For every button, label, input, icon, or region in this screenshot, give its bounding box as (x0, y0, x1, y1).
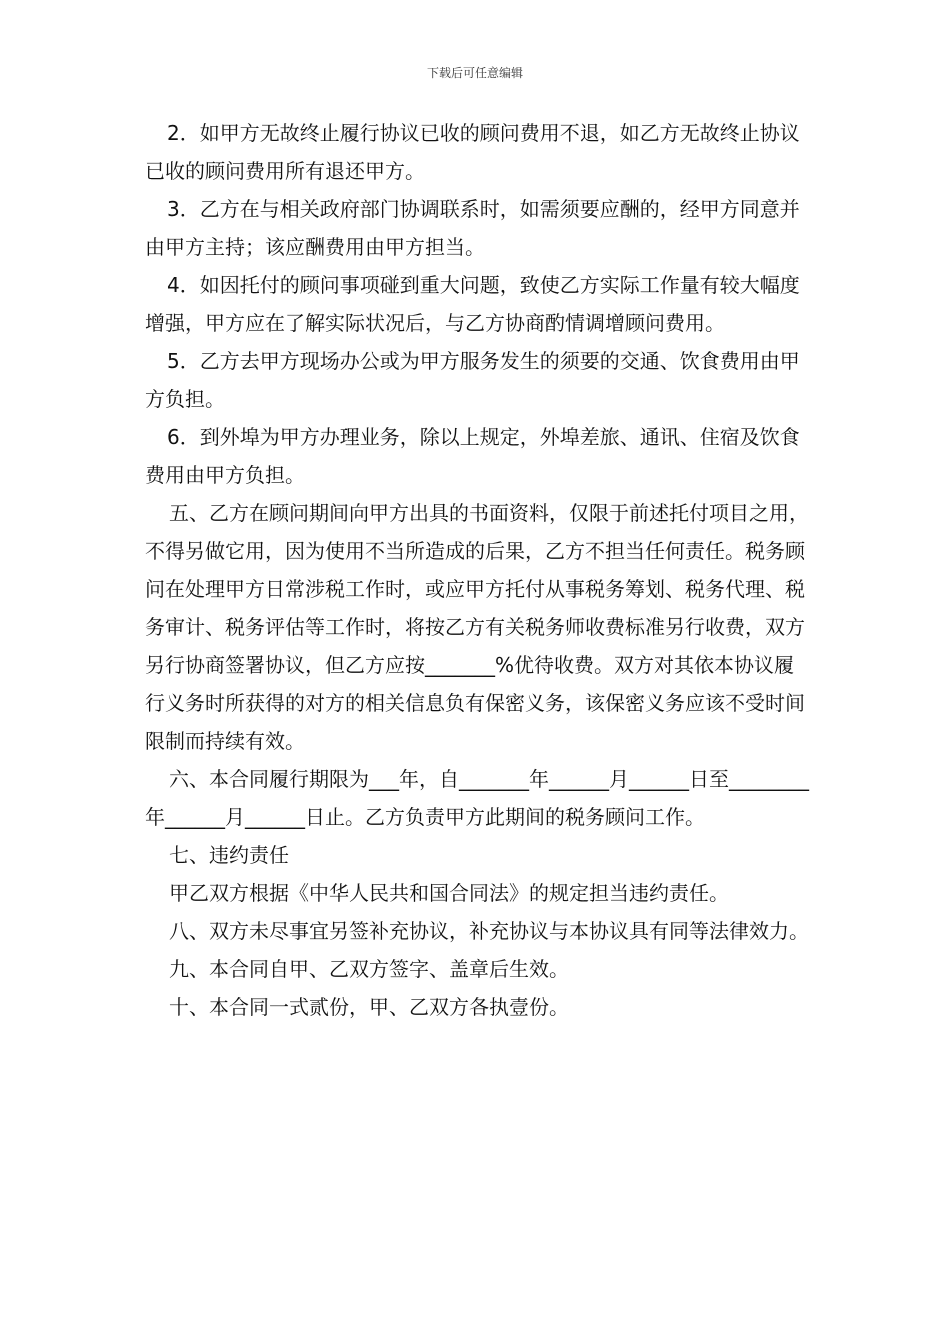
section-5: 五、乙方在顾问期间向甲方出具的书面资料，仅限于前述托付项目之用，不得另做它用，因为使用不当所造成的后果，乙方不担当任何责任。税务顾问在处理甲方日常涉税工作时，或应甲方托付从事税务筹划、税务代理、税务审计、税务评估等工作时，将按乙方有关税务师收费标准另行收费，双方另行协商签署协议，但乙方应按_______%优待收费。双方对其依本协议履行义务时所获得的对方的相关信息负有保密义务，该保密义务应该不受时间限制而持续有效。 (145, 501, 809, 753)
section-7-text: 甲乙双方根据《中华人民共和国合同法》的规定担当违约责任。 (169, 881, 729, 905)
section-8: 八、双方未尽事宜另签补充协议，补充协议与本协议具有同等法律效力。 (169, 919, 809, 943)
clause-3: 3．乙方在与相关政府部门协调联系时，如需须要应酬的，经甲方同意并由甲方主持；该应酬费用由甲方担当。 (145, 197, 800, 259)
section-6: 六、本合同履行期限为___年，自_______年______月______日至________年______月______日止。乙方负责甲方此期间的税务顾问工作。 (145, 767, 809, 829)
clause-4: 4．如因托付的顾问事项碰到重大问题，致使乙方实际工作量有较大幅度增强，甲方应在了解实际状况后，与乙方协商酌情调增顾问费用。 (145, 273, 800, 335)
clause-5: 5．乙方去甲方现场办公或为甲方服务发生的须要的交通、饮食费用由甲方负担。 (145, 349, 800, 411)
section-7-heading: 七、违约责任 (169, 843, 289, 867)
contract-body (145, 114, 810, 1026)
clause-6: 6．到外埠为甲方办理业务，除以上规定，外埠差旅、通讯、住宿及饮食费用由甲方负担。 (145, 425, 800, 487)
section-10: 十、本合同一式贰份，甲、乙双方各执壹份。 (169, 995, 569, 1019)
clause-2: 2．如甲方无故终止履行协议已收的顾问费用不退，如乙方无故终止协议已收的顾问费用所有退还甲方。 (145, 121, 800, 183)
section-9: 九、本合同自甲、乙双方签字、盖章后生效。 (169, 957, 569, 981)
page-header: 下载后可任意编辑 (426, 66, 523, 80)
